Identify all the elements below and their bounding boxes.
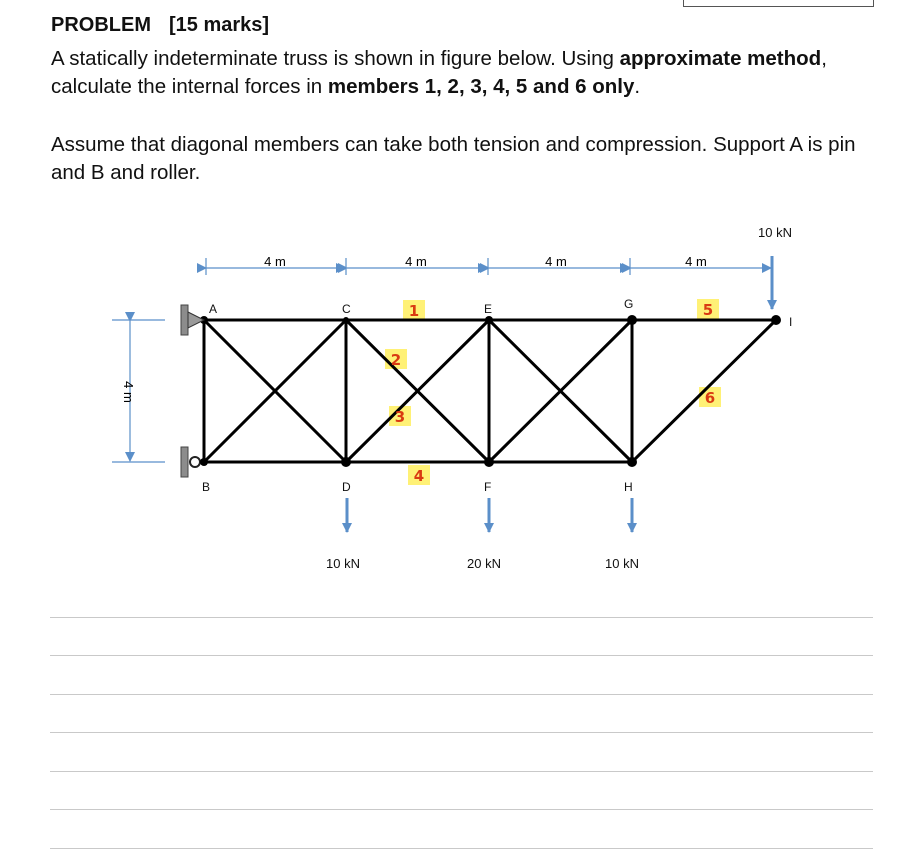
problem-marks: [15 marks]	[169, 14, 270, 36]
truss-members	[204, 320, 776, 462]
answer-line	[50, 809, 873, 810]
span-label-3: 4 m	[545, 254, 567, 269]
member-tag-2: 2	[390, 351, 402, 369]
node-label-d: D	[342, 480, 351, 494]
bold-run: members 1, 2, 3, 4, 5 and 6 only	[327, 75, 635, 98]
member-tag-4: 4	[413, 467, 425, 485]
span-label-4: 4 m	[685, 254, 707, 269]
bold-run: approximate method	[619, 47, 822, 70]
answer-line	[50, 655, 873, 656]
load-label-i: 10 kN	[758, 225, 792, 240]
node-label-i: I	[789, 315, 793, 329]
member-tag-3: 3	[394, 408, 406, 426]
member-tag-1: 1	[408, 302, 420, 320]
load-label-h: 10 kN	[605, 556, 639, 571]
text-run: ,	[821, 47, 827, 70]
text-run: A statically indeterminate truss is shown in figure below. Using	[51, 47, 620, 70]
load-label-f: 20 kN	[467, 556, 501, 571]
load-label-d: 10 kN	[326, 556, 360, 571]
node-label-g: G	[624, 297, 634, 311]
answer-line	[50, 694, 873, 695]
node-label-f: F	[484, 480, 492, 494]
pin-support-a	[181, 305, 204, 335]
answer-line	[50, 848, 873, 849]
answer-line	[50, 617, 873, 618]
answer-line	[50, 732, 873, 733]
node-label-c: C	[342, 302, 351, 316]
text-run: .	[634, 75, 641, 98]
member-tag-6: 6	[704, 389, 716, 407]
node-label-b: B	[202, 480, 211, 494]
span-label-1: 4 m	[264, 254, 286, 269]
assumption-line-2: and B and roller.	[51, 161, 201, 184]
node-label-h: H	[624, 480, 633, 494]
member-tag-5: 5	[702, 301, 714, 319]
node-label-e: E	[484, 302, 493, 316]
answer-line	[50, 771, 873, 772]
node-label-a: A	[209, 302, 218, 316]
text-run: calculate the internal forces in	[51, 75, 328, 98]
height-label: 4 m	[121, 381, 136, 403]
assumption-line-1: Assume that diagonal members can take both tension and compression. Support A is pin	[51, 133, 856, 156]
problem-label: PROBLEM	[51, 14, 151, 36]
span-label-2: 4 m	[405, 254, 427, 269]
height-dimension	[112, 320, 165, 462]
